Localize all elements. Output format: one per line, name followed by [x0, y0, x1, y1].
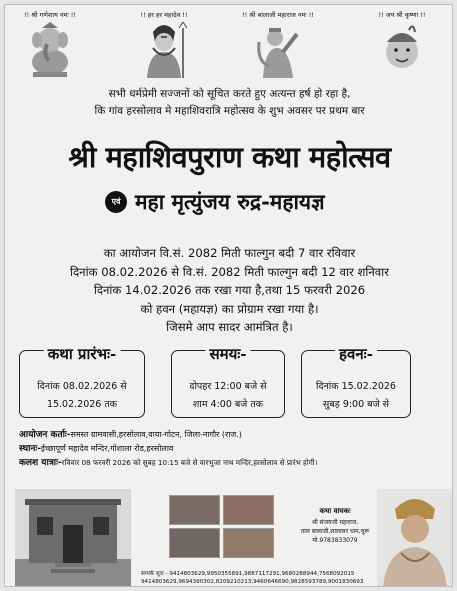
narrator-name: श्री संजयजी महाराज, [311, 519, 359, 526]
hanuman-icon [253, 22, 303, 78]
ganesha-icon [27, 22, 73, 78]
deity-ganesha [5, 11, 95, 78]
intro-line: कि गांव हरसोलाव मे महाशिवरात्रि महोत्सव के शुभ अवसर पर प्रथम बार [94, 105, 365, 117]
box-heading: कथा प्रारंभः- [44, 344, 121, 364]
detail-line: का आयोजन वि.सं. 2082 मिती फाल्गुन बदी 7 वार रविवार [103, 246, 356, 260]
box-heading: हवनः- [335, 344, 377, 364]
venue-value: ईच्छापूर्ण महादेव मन्दिर,गोशाला रोड,हरसोलाव [40, 444, 174, 453]
box-line: शाम 4:00 बजे तक [192, 399, 264, 410]
collage-photo [223, 495, 274, 525]
deity-caption: !! श्री बालाजी महाराज नमः !! [241, 11, 315, 19]
collage-photo [223, 528, 274, 558]
venue-line [19, 442, 449, 456]
box-line: दोपहर 12:00 बजे से [189, 381, 267, 392]
kalash-line [19, 456, 449, 470]
organizer-label: आयोजन कर्ताः- [19, 430, 71, 440]
deity-hanuman [233, 11, 323, 78]
intro-text [25, 86, 434, 120]
box-line: 15.02.2026 तक [46, 399, 118, 410]
main-title: श्री महाशिवपुराण कथा महोत्सव [68, 140, 391, 174]
detail-line: दिनांक 14.02.2026 तक रखा गया है,तथा 15 फरवरी 2026 [93, 283, 366, 297]
kalash-label: कलश यात्राः- [19, 458, 62, 468]
subtitle-row [5, 187, 453, 223]
narrator-heading: कथा वाचकः [319, 507, 351, 515]
invitation-card [4, 4, 453, 587]
event-details [15, 244, 444, 337]
detail-line: जिसमे आप सादर आमंत्रित है। [166, 320, 293, 334]
box-line: दिनांक 08.02.2026 से [37, 381, 127, 392]
deity-caption: !! श्री गणेशाय नमः !! [23, 11, 76, 19]
temple-photo [15, 489, 131, 587]
venue-label: स्थानः- [19, 444, 41, 454]
collage-photo [169, 495, 220, 525]
shiva-icon [141, 22, 187, 78]
deity-caption: !! हर हर महादेव !! [140, 11, 188, 19]
collage-photo [169, 528, 220, 558]
contact-numbers [141, 570, 381, 586]
organizer-value: समस्त ग्रामवासी,हरसोलाव,वाया-गोटन, जिला-नागौर (राज.) [70, 430, 242, 439]
detail-line: को हवन (महायज्ञ) का प्रोग्राम रखा गया है। [140, 301, 319, 316]
kalash-value: रविवार 08 फरवरी 2026 को सुबह 10:15 बजे से वारभुजा नाथ मन्दिर,हरसोलाव से प्रारंभ होगी। [61, 458, 318, 467]
contact-line: सम्पर्क सूत्रः - 9414803629,9950355891,9887117291,9680288944,7568092015 [141, 571, 355, 577]
krishna-icon [379, 22, 425, 78]
katha-start-box [19, 345, 145, 418]
evam-badge: एवं [105, 191, 127, 213]
narrator-place: ताल बालाजी,सालासर धाम,चूरू [300, 528, 370, 535]
deity-krishna [357, 11, 447, 78]
time-box [171, 345, 285, 418]
deity-caption: !! जय श्री कृष्णा !! [378, 11, 426, 19]
box-heading: समयः- [205, 344, 250, 364]
detail-line: दिनांक 08.02.2026 से वि.सं. 2082 मिती फाल्गुन बदी 12 वार शनिवार [70, 264, 389, 279]
narrator-photo [377, 489, 453, 587]
havan-box [301, 345, 411, 418]
contact-line: 9414803629,9694390302,8209210213,9460646690,9828593789,9001830693 [141, 579, 364, 585]
box-line: सुबह 9:00 बजे से [322, 399, 390, 410]
narrator-mobile: मो.9783833079 [312, 537, 358, 544]
deity-photo-collage [169, 495, 275, 559]
deity-shiva [119, 11, 209, 78]
box-line: दिनांक 15.02.2026 [316, 381, 396, 392]
intro-line: सभी धर्मप्रेमी सज्जनों को सूचित करते हुए अत्यन्त हर्ष हो रहा है, [108, 88, 351, 100]
deity-row [5, 11, 453, 83]
narrator-info [290, 507, 380, 545]
organizer-line [19, 428, 449, 442]
subtitle: महा मृत्युंजय रुद्र-महायज्ञ [135, 189, 325, 214]
footer [5, 487, 453, 587]
